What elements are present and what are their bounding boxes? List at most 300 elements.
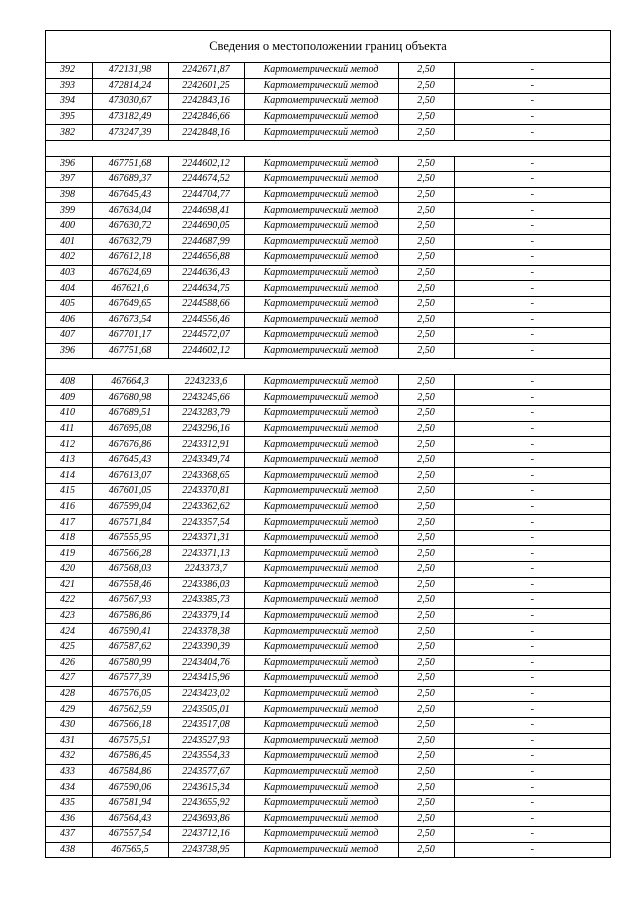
- table-row: [46, 546, 610, 562]
- method-cell: Картометрический метод: [244, 125, 398, 141]
- x-coordinate-cell: 467689,51: [92, 406, 168, 422]
- table-row: [46, 234, 610, 250]
- y-coordinate-cell: 2242843,16: [168, 94, 244, 110]
- note-cell: -: [454, 733, 610, 749]
- x-coordinate-cell: 467580,99: [92, 655, 168, 671]
- point-number-cell: 438: [46, 842, 92, 857]
- accuracy-cell: 2,50: [398, 655, 454, 671]
- method-cell: Картометрический метод: [244, 63, 398, 78]
- y-coordinate-cell: 2243371,13: [168, 546, 244, 562]
- accuracy-cell: 2,50: [398, 484, 454, 500]
- coordinates-table: [46, 63, 610, 857]
- table-row: [46, 608, 610, 624]
- table-row: [46, 406, 610, 422]
- accuracy-cell: 2,50: [398, 562, 454, 578]
- note-cell: -: [454, 577, 610, 593]
- x-coordinate-cell: 467590,41: [92, 624, 168, 640]
- table-row: [46, 593, 610, 609]
- x-coordinate-cell: 467584,86: [92, 764, 168, 780]
- method-cell: Картометрический метод: [244, 437, 398, 453]
- table-row: [46, 484, 610, 500]
- accuracy-cell: 2,50: [398, 312, 454, 328]
- table-row: [46, 452, 610, 468]
- x-coordinate-cell: 467566,28: [92, 546, 168, 562]
- note-cell: -: [454, 562, 610, 578]
- accuracy-cell: 2,50: [398, 717, 454, 733]
- x-coordinate-cell: 467645,43: [92, 187, 168, 203]
- note-cell: -: [454, 374, 610, 390]
- accuracy-cell: 2,50: [398, 671, 454, 687]
- table-row: [46, 187, 610, 203]
- method-cell: Картометрический метод: [244, 94, 398, 110]
- y-coordinate-cell: 2243245,66: [168, 390, 244, 406]
- point-number-cell: 432: [46, 749, 92, 765]
- method-cell: Картометрический метод: [244, 187, 398, 203]
- point-number-cell: 424: [46, 624, 92, 640]
- table-row: [46, 842, 610, 857]
- method-cell: Картометрический метод: [244, 624, 398, 640]
- x-coordinate-cell: 467576,05: [92, 686, 168, 702]
- point-number-cell: 421: [46, 577, 92, 593]
- note-cell: -: [454, 764, 610, 780]
- note-cell: -: [454, 608, 610, 624]
- method-cell: Картометрический метод: [244, 780, 398, 796]
- method-cell: Картометрический метод: [244, 452, 398, 468]
- table-row: [46, 63, 610, 78]
- point-number-cell: 437: [46, 827, 92, 843]
- y-coordinate-cell: 2244636,43: [168, 265, 244, 281]
- y-coordinate-cell: 2243371,31: [168, 530, 244, 546]
- point-number-cell: 396: [46, 343, 92, 359]
- accuracy-cell: 2,50: [398, 156, 454, 172]
- point-number-cell: 430: [46, 717, 92, 733]
- table-row: [46, 639, 610, 655]
- table-row: [46, 717, 610, 733]
- x-coordinate-cell: 473030,67: [92, 94, 168, 110]
- note-cell: -: [454, 203, 610, 219]
- x-coordinate-cell: 467695,08: [92, 421, 168, 437]
- accuracy-cell: 2,50: [398, 593, 454, 609]
- y-coordinate-cell: 2243655,92: [168, 795, 244, 811]
- y-coordinate-cell: 2244602,12: [168, 156, 244, 172]
- y-coordinate-cell: 2243312,91: [168, 437, 244, 453]
- x-coordinate-cell: 467587,62: [92, 639, 168, 655]
- accuracy-cell: 2,50: [398, 374, 454, 390]
- note-cell: -: [454, 328, 610, 344]
- y-coordinate-cell: 2242846,66: [168, 109, 244, 125]
- note-cell: -: [454, 452, 610, 468]
- method-cell: Картометрический метод: [244, 296, 398, 312]
- y-coordinate-cell: 2243368,65: [168, 468, 244, 484]
- point-number-cell: 411: [46, 421, 92, 437]
- method-cell: Картометрический метод: [244, 374, 398, 390]
- group-separator: [46, 359, 610, 375]
- method-cell: Картометрический метод: [244, 686, 398, 702]
- point-number-cell: 423: [46, 608, 92, 624]
- x-coordinate-cell: 467564,43: [92, 811, 168, 827]
- accuracy-cell: 2,50: [398, 499, 454, 515]
- x-coordinate-cell: 467555,95: [92, 530, 168, 546]
- note-cell: -: [454, 530, 610, 546]
- point-number-cell: 425: [46, 639, 92, 655]
- accuracy-cell: 2,50: [398, 811, 454, 827]
- method-cell: Картометрический метод: [244, 842, 398, 857]
- method-cell: Картометрический метод: [244, 484, 398, 500]
- accuracy-cell: 2,50: [398, 452, 454, 468]
- x-coordinate-cell: 467565,5: [92, 842, 168, 857]
- accuracy-cell: 2,50: [398, 343, 454, 359]
- y-coordinate-cell: 2243357,54: [168, 515, 244, 531]
- y-coordinate-cell: 2244588,66: [168, 296, 244, 312]
- point-number-cell: 392: [46, 63, 92, 78]
- method-cell: Картометрический метод: [244, 702, 398, 718]
- point-number-cell: 396: [46, 156, 92, 172]
- accuracy-cell: 2,50: [398, 515, 454, 531]
- point-number-cell: 412: [46, 437, 92, 453]
- y-coordinate-cell: 2243712,16: [168, 827, 244, 843]
- x-coordinate-cell: 467557,54: [92, 827, 168, 843]
- y-coordinate-cell: 2244687,99: [168, 234, 244, 250]
- page-title: Сведения о местоположении границ объекта: [46, 31, 610, 63]
- point-number-cell: 416: [46, 499, 92, 515]
- x-coordinate-cell: 467632,79: [92, 234, 168, 250]
- method-cell: Картометрический метод: [244, 717, 398, 733]
- x-coordinate-cell: 467673,54: [92, 312, 168, 328]
- x-coordinate-cell: 467612,18: [92, 250, 168, 266]
- group-separator: [46, 140, 610, 156]
- method-cell: Картометрический метод: [244, 390, 398, 406]
- y-coordinate-cell: 2244634,75: [168, 281, 244, 297]
- note-cell: -: [454, 78, 610, 94]
- accuracy-cell: 2,50: [398, 218, 454, 234]
- method-cell: Картометрический метод: [244, 281, 398, 297]
- point-number-cell: 399: [46, 203, 92, 219]
- table-row: [46, 671, 610, 687]
- y-coordinate-cell: 2243527,93: [168, 733, 244, 749]
- x-coordinate-cell: 467645,43: [92, 452, 168, 468]
- method-cell: Картометрический метод: [244, 203, 398, 219]
- method-cell: Картометрический метод: [244, 250, 398, 266]
- method-cell: Картометрический метод: [244, 593, 398, 609]
- note-cell: -: [454, 827, 610, 843]
- method-cell: Картометрический метод: [244, 156, 398, 172]
- method-cell: Картометрический метод: [244, 811, 398, 827]
- table-row: [46, 78, 610, 94]
- table-row: [46, 125, 610, 141]
- method-cell: Картометрический метод: [244, 265, 398, 281]
- point-number-cell: 407: [46, 328, 92, 344]
- y-coordinate-cell: 2243577,67: [168, 764, 244, 780]
- x-coordinate-cell: 467680,98: [92, 390, 168, 406]
- y-coordinate-cell: 2244572,07: [168, 328, 244, 344]
- table-row: [46, 390, 610, 406]
- y-coordinate-cell: 2242671,87: [168, 63, 244, 78]
- table-row: [46, 250, 610, 266]
- x-coordinate-cell: 467577,39: [92, 671, 168, 687]
- x-coordinate-cell: 472814,24: [92, 78, 168, 94]
- y-coordinate-cell: 2244690,05: [168, 218, 244, 234]
- table-row: [46, 468, 610, 484]
- x-coordinate-cell: 467676,86: [92, 437, 168, 453]
- note-cell: -: [454, 187, 610, 203]
- accuracy-cell: 2,50: [398, 109, 454, 125]
- x-coordinate-cell: 467649,65: [92, 296, 168, 312]
- table-row: [46, 218, 610, 234]
- note-cell: -: [454, 265, 610, 281]
- note-cell: -: [454, 234, 610, 250]
- note-cell: -: [454, 421, 610, 437]
- point-number-cell: 402: [46, 250, 92, 266]
- point-number-cell: 400: [46, 218, 92, 234]
- accuracy-cell: 2,50: [398, 702, 454, 718]
- method-cell: Картометрический метод: [244, 562, 398, 578]
- method-cell: Картометрический метод: [244, 530, 398, 546]
- accuracy-cell: 2,50: [398, 468, 454, 484]
- point-number-cell: 431: [46, 733, 92, 749]
- note-cell: -: [454, 515, 610, 531]
- table-row: [46, 421, 610, 437]
- y-coordinate-cell: 2243373,7: [168, 562, 244, 578]
- point-number-cell: 382: [46, 125, 92, 141]
- x-coordinate-cell: 467562,59: [92, 702, 168, 718]
- note-cell: -: [454, 717, 610, 733]
- y-coordinate-cell: 2243378,38: [168, 624, 244, 640]
- accuracy-cell: 2,50: [398, 406, 454, 422]
- point-number-cell: 409: [46, 390, 92, 406]
- accuracy-cell: 2,50: [398, 172, 454, 188]
- coordinates-table-body: [46, 63, 610, 857]
- method-cell: Картометрический метод: [244, 234, 398, 250]
- accuracy-cell: 2,50: [398, 281, 454, 297]
- table-row: [46, 686, 610, 702]
- x-coordinate-cell: 472131,98: [92, 63, 168, 78]
- note-cell: -: [454, 780, 610, 796]
- method-cell: Картометрический метод: [244, 577, 398, 593]
- x-coordinate-cell: 467586,86: [92, 608, 168, 624]
- x-coordinate-cell: 467581,94: [92, 795, 168, 811]
- x-coordinate-cell: 467568,03: [92, 562, 168, 578]
- note-cell: -: [454, 125, 610, 141]
- point-number-cell: 434: [46, 780, 92, 796]
- y-coordinate-cell: 2243362,62: [168, 499, 244, 515]
- note-cell: -: [454, 390, 610, 406]
- accuracy-cell: 2,50: [398, 265, 454, 281]
- point-number-cell: 394: [46, 94, 92, 110]
- point-number-cell: 397: [46, 172, 92, 188]
- y-coordinate-cell: 2243404,76: [168, 655, 244, 671]
- table-row: [46, 811, 610, 827]
- point-number-cell: 404: [46, 281, 92, 297]
- accuracy-cell: 2,50: [398, 94, 454, 110]
- accuracy-cell: 2,50: [398, 250, 454, 266]
- table-row: [46, 515, 610, 531]
- point-number-cell: 433: [46, 764, 92, 780]
- accuracy-cell: 2,50: [398, 608, 454, 624]
- x-coordinate-cell: 467624,69: [92, 265, 168, 281]
- note-cell: -: [454, 281, 610, 297]
- method-cell: Картометрический метод: [244, 764, 398, 780]
- table-row: [46, 780, 610, 796]
- note-cell: -: [454, 109, 610, 125]
- x-coordinate-cell: 467590,06: [92, 780, 168, 796]
- accuracy-cell: 2,50: [398, 733, 454, 749]
- note-cell: -: [454, 686, 610, 702]
- accuracy-cell: 2,50: [398, 624, 454, 640]
- y-coordinate-cell: 2243296,16: [168, 421, 244, 437]
- y-coordinate-cell: 2243379,14: [168, 608, 244, 624]
- accuracy-cell: 2,50: [398, 203, 454, 219]
- point-number-cell: 405: [46, 296, 92, 312]
- point-number-cell: 415: [46, 484, 92, 500]
- y-coordinate-cell: 2244602,12: [168, 343, 244, 359]
- point-number-cell: 429: [46, 702, 92, 718]
- y-coordinate-cell: 2243283,79: [168, 406, 244, 422]
- note-cell: -: [454, 655, 610, 671]
- y-coordinate-cell: 2243349,74: [168, 452, 244, 468]
- point-number-cell: 417: [46, 515, 92, 531]
- y-coordinate-cell: 2244656,88: [168, 250, 244, 266]
- accuracy-cell: 2,50: [398, 639, 454, 655]
- table-row: [46, 328, 610, 344]
- table-row: [46, 172, 610, 188]
- x-coordinate-cell: 467751,68: [92, 343, 168, 359]
- table-row: [46, 265, 610, 281]
- x-coordinate-cell: 473247,39: [92, 125, 168, 141]
- x-coordinate-cell: 467599,04: [92, 499, 168, 515]
- point-number-cell: 414: [46, 468, 92, 484]
- x-coordinate-cell: 467567,93: [92, 593, 168, 609]
- x-coordinate-cell: 467586,45: [92, 749, 168, 765]
- note-cell: -: [454, 250, 610, 266]
- accuracy-cell: 2,50: [398, 234, 454, 250]
- x-coordinate-cell: 467621,6: [92, 281, 168, 297]
- point-number-cell: 395: [46, 109, 92, 125]
- x-coordinate-cell: 467571,84: [92, 515, 168, 531]
- table-row: [46, 764, 610, 780]
- y-coordinate-cell: 2244698,41: [168, 203, 244, 219]
- note-cell: -: [454, 343, 610, 359]
- separator-cell: [46, 140, 610, 156]
- note-cell: -: [454, 94, 610, 110]
- method-cell: Картометрический метод: [244, 421, 398, 437]
- note-cell: -: [454, 437, 610, 453]
- table-row: [46, 94, 610, 110]
- table-row: [46, 499, 610, 515]
- point-number-cell: 420: [46, 562, 92, 578]
- note-cell: -: [454, 499, 610, 515]
- accuracy-cell: 2,50: [398, 390, 454, 406]
- y-coordinate-cell: 2243233,6: [168, 374, 244, 390]
- method-cell: Картометрический метод: [244, 733, 398, 749]
- accuracy-cell: 2,50: [398, 296, 454, 312]
- table-row: [46, 733, 610, 749]
- x-coordinate-cell: 467689,37: [92, 172, 168, 188]
- table-row: [46, 624, 610, 640]
- point-number-cell: 410: [46, 406, 92, 422]
- table-row: [46, 281, 610, 297]
- method-cell: Картометрический метод: [244, 312, 398, 328]
- note-cell: -: [454, 702, 610, 718]
- method-cell: Картометрический метод: [244, 749, 398, 765]
- accuracy-cell: 2,50: [398, 63, 454, 78]
- accuracy-cell: 2,50: [398, 125, 454, 141]
- x-coordinate-cell: 467558,46: [92, 577, 168, 593]
- point-number-cell: 427: [46, 671, 92, 687]
- note-cell: -: [454, 639, 610, 655]
- note-cell: -: [454, 749, 610, 765]
- method-cell: Картометрический метод: [244, 218, 398, 234]
- table-row: [46, 562, 610, 578]
- accuracy-cell: 2,50: [398, 780, 454, 796]
- separator-cell: [46, 359, 610, 375]
- accuracy-cell: 2,50: [398, 686, 454, 702]
- note-cell: -: [454, 795, 610, 811]
- point-number-cell: 418: [46, 530, 92, 546]
- accuracy-cell: 2,50: [398, 546, 454, 562]
- point-number-cell: 436: [46, 811, 92, 827]
- table-row: [46, 296, 610, 312]
- point-number-cell: 419: [46, 546, 92, 562]
- note-cell: -: [454, 484, 610, 500]
- table-row: [46, 312, 610, 328]
- y-coordinate-cell: 2243554,33: [168, 749, 244, 765]
- note-cell: -: [454, 468, 610, 484]
- y-coordinate-cell: 2242601,25: [168, 78, 244, 94]
- accuracy-cell: 2,50: [398, 421, 454, 437]
- table-row: [46, 156, 610, 172]
- point-number-cell: 406: [46, 312, 92, 328]
- method-cell: Картометрический метод: [244, 406, 398, 422]
- x-coordinate-cell: 467575,51: [92, 733, 168, 749]
- x-coordinate-cell: 467751,68: [92, 156, 168, 172]
- y-coordinate-cell: 2243385,73: [168, 593, 244, 609]
- method-cell: Картометрический метод: [244, 343, 398, 359]
- point-number-cell: 393: [46, 78, 92, 94]
- table-row: [46, 827, 610, 843]
- method-cell: Картометрический метод: [244, 499, 398, 515]
- accuracy-cell: 2,50: [398, 187, 454, 203]
- point-number-cell: 413: [46, 452, 92, 468]
- method-cell: Картометрический метод: [244, 608, 398, 624]
- accuracy-cell: 2,50: [398, 795, 454, 811]
- note-cell: -: [454, 218, 610, 234]
- accuracy-cell: 2,50: [398, 764, 454, 780]
- accuracy-cell: 2,50: [398, 749, 454, 765]
- x-coordinate-cell: 467634,04: [92, 203, 168, 219]
- y-coordinate-cell: 2243423,02: [168, 686, 244, 702]
- y-coordinate-cell: 2243390,39: [168, 639, 244, 655]
- note-cell: -: [454, 624, 610, 640]
- note-cell: -: [454, 296, 610, 312]
- table-row: [46, 343, 610, 359]
- accuracy-cell: 2,50: [398, 328, 454, 344]
- note-cell: -: [454, 546, 610, 562]
- y-coordinate-cell: 2243615,34: [168, 780, 244, 796]
- note-cell: -: [454, 842, 610, 857]
- accuracy-cell: 2,50: [398, 842, 454, 857]
- table-row: [46, 655, 610, 671]
- table-row: [46, 749, 610, 765]
- method-cell: Картометрический метод: [244, 671, 398, 687]
- table-row: [46, 374, 610, 390]
- y-coordinate-cell: 2244704,77: [168, 187, 244, 203]
- method-cell: Картометрический метод: [244, 468, 398, 484]
- method-cell: Картометрический метод: [244, 795, 398, 811]
- point-number-cell: 422: [46, 593, 92, 609]
- y-coordinate-cell: 2242848,16: [168, 125, 244, 141]
- y-coordinate-cell: 2243505,01: [168, 702, 244, 718]
- accuracy-cell: 2,50: [398, 78, 454, 94]
